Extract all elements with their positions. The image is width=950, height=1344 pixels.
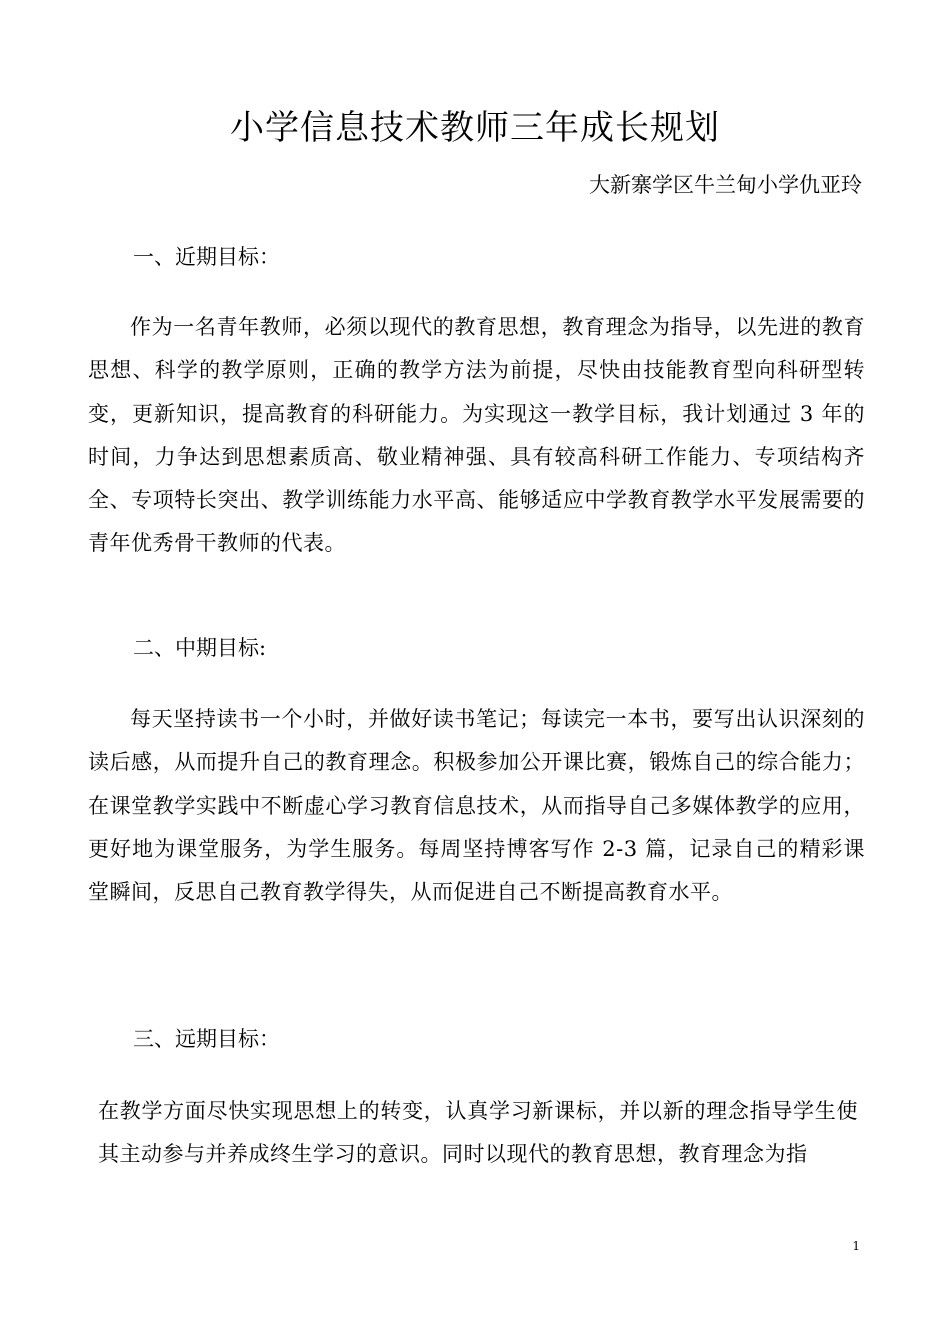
section-paragraph-near-term: 作为一名青年教师，必须以现代的教育思想，教育理念为指导，以先进的教育思想、科学的教学原则，正确的教学方法为前提，尽快由技能教育型向科研型转变，更新知识，提高教育的科研能力。为实现这一教学目标，我计划通过 3 年的时间，力争达到思想素质高、敬业精神强、具有较高科研工作能力、专项结构齐全、专项特长突出、教学训练能力水平高、能够适应中学教育教学水平发展需要的青年优秀骨干教师的代表。 (88, 315, 865, 556)
section-heading-mid-term: 二、中期目标: (133, 636, 267, 660)
document-title: 小学信息技术教师三年成长规划 (230, 108, 720, 148)
section-heading-near-term: 一、近期目标： (133, 245, 280, 269)
section-paragraph-long-term: 在教学方面尽快实现思想上的转变，认真学习新课标，并以新的理念指导学生使其主动参与并养成终生学习的意识。同时以现代的教育思想，教育理念为指 (98, 1099, 858, 1167)
section-heading-long-term: 三、远期目标： (133, 1027, 280, 1051)
page-number: 1 (852, 1239, 860, 1253)
section-paragraph-mid-term: 每天坚持读书一个小时，并做好读书笔记；每读完一本书，要写出认识深刻的读后感，从而提升自己的教育理念。积极参加公开课比赛，锻炼自己的综合能力；在课堂教学实践中不断虚心学习教育信息技术，从而指导自己多媒体教学的应用，更好地为课堂服务，为学生服务。每周坚持博客写作 2-3 篇，记录自己的精彩课堂瞬间，反思自己教育教学得失，从而促进自己不断提高教育水平。 (88, 707, 865, 905)
author-line: 大新寨学区牛兰甸小学仇亚玲 (589, 173, 862, 197)
